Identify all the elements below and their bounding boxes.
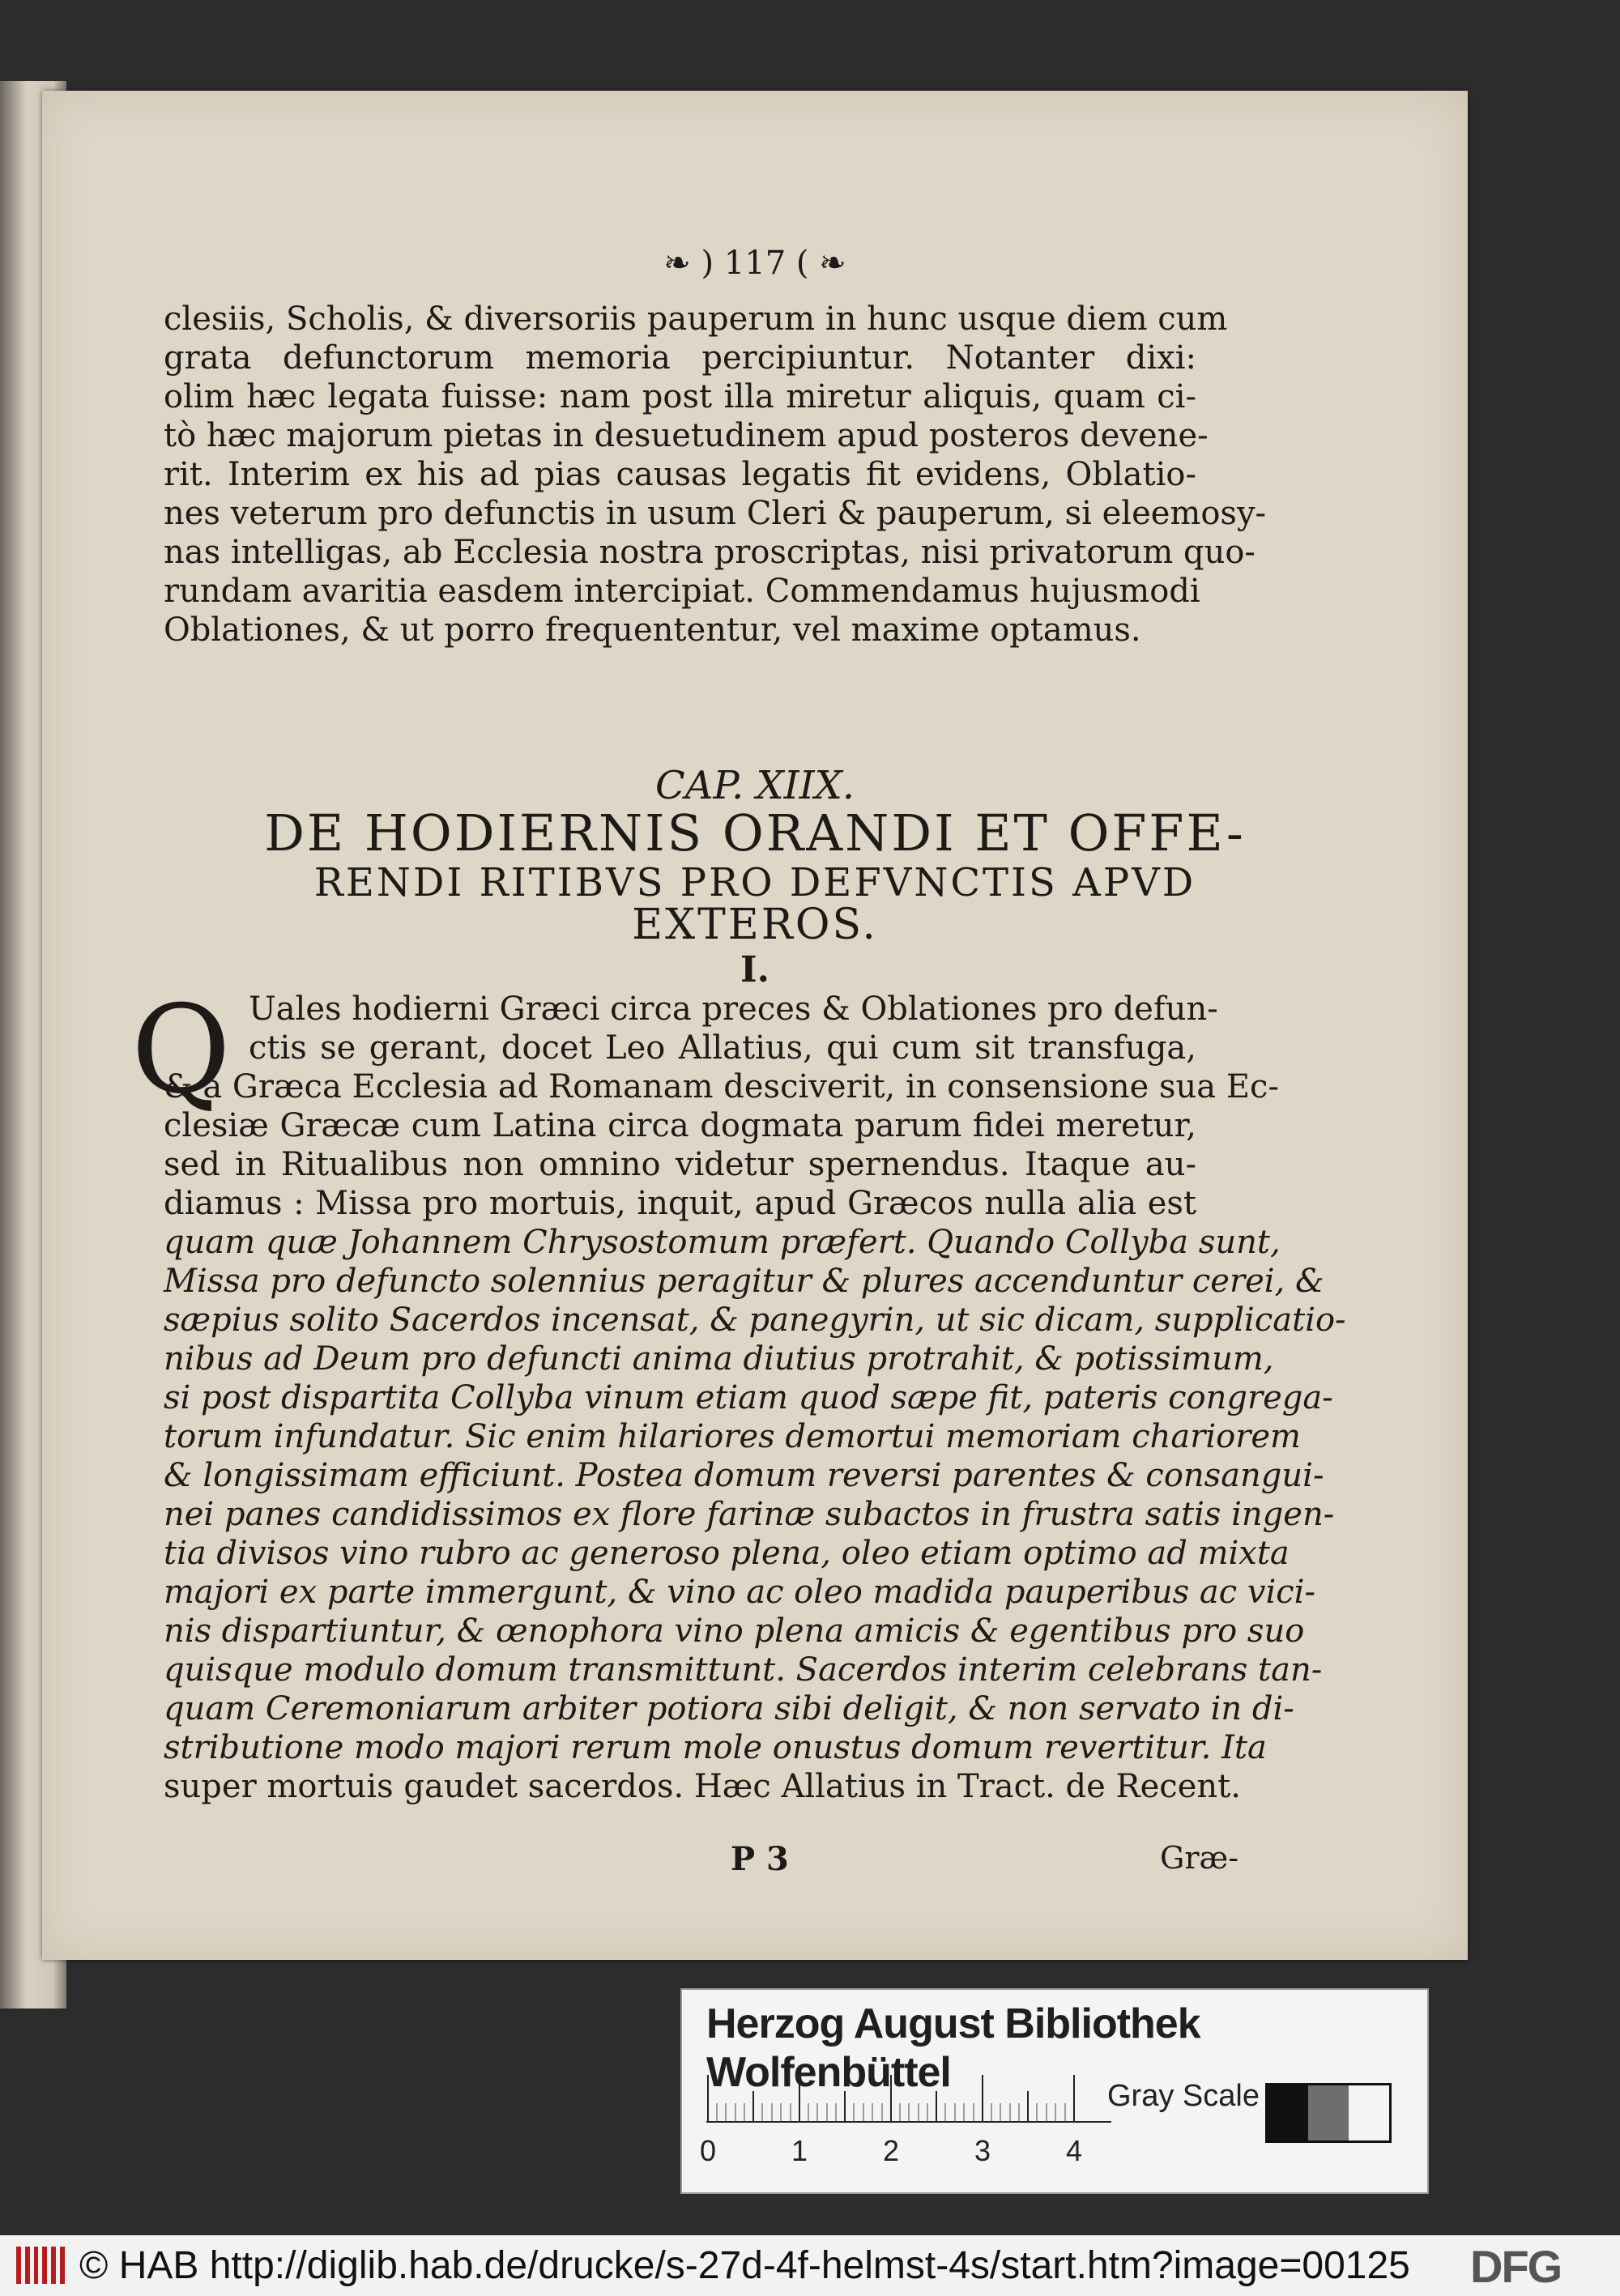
text-line: rundam avaritia easdem intercipiat. Commendamus hujusmodi: [164, 573, 1200, 610]
text-line: diamus : Missa pro mortuis, inquit, apud Græcos nulla alia est: [164, 1185, 1196, 1222]
text-line: grata defunctorum memoria percipiuntur. Notanter dixi:: [164, 339, 1196, 377]
text-line: ctis se gerant, docet Leo Allatius, qui cum sit transfuga,: [249, 1029, 1196, 1067]
catchword: Græ-: [1160, 1840, 1239, 1876]
text-line: Oblationes, & ut porro frequententur, vel maxime optamus.: [164, 611, 1141, 649]
ruler-number: 3: [974, 2134, 991, 2167]
text-line: nis dispartiuntur, & œnophora vino plena amicis & egentibus pro suo: [164, 1612, 1305, 1650]
text-line: Uales hodierni Græci circa preces & Oblationes pro defun-: [249, 990, 1218, 1028]
footer-url[interactable]: © HAB http://diglib.hab.de/drucke/s-27d-4f-helmst-4s/start.htm?image=00125: [79, 2244, 1410, 2287]
text-line: majori ex parte immergunt, & vino ac oleo madida pauperibus ac vici-: [164, 1574, 1315, 1611]
text-line: nes veterum pro defunctis in usum Cleri & pauperum, si eleemosy-: [164, 495, 1267, 532]
text-line: quam Ceremoniarum arbiter potiora sibi deligit, & non servato in di-: [164, 1690, 1294, 1727]
chapter-number: CAP. XIIX.: [655, 763, 855, 808]
signature-mark: P 3: [731, 1840, 789, 1878]
library-name: Herzog August Bibliothek Wolfenbüttel: [706, 2000, 1200, 2096]
text-line: nei panes candidissimos ex flore farinæ subactos in frustra satis ingen-: [164, 1496, 1335, 1533]
text-line: tò hæc majorum pietas in desuetudinem apud posteros devene-: [164, 417, 1209, 454]
gray-scale-swatch: [1265, 2083, 1392, 2143]
swatch-black: [1268, 2085, 1308, 2141]
chapter-title-line: RENDI RITIBVS PRO DEFVNCTIS APVD: [313, 860, 1196, 905]
text-line: si post dispartita Collyba vinum etiam quod sæpe fit, pateris congrega-: [164, 1379, 1333, 1416]
text-line: Missa pro defuncto solennius peragitur & plures accenduntur cerei, &: [164, 1263, 1324, 1300]
library-color-scale-card: [680, 1988, 1429, 2194]
ruler-icon: [706, 2075, 1111, 2123]
text-line: clesiæ Græcæ cum Latina circa dogmata parum fidei meretur,: [164, 1107, 1196, 1144]
hab-barcode-icon: [16, 2247, 65, 2284]
text-line: nibus ad Deum pro defuncti anima diutius protrahit, & potissimum,: [164, 1340, 1274, 1378]
text-line: & longissimam efficiunt. Postea domum reversi parentes & consangui-: [164, 1457, 1324, 1494]
swatch-gray: [1308, 2085, 1349, 2141]
text-line: sæpius solito Sacerdos incensat, & panegyrin, ut sic dicam, supplicatio-: [164, 1301, 1346, 1339]
section-number: I.: [740, 949, 770, 990]
text-line: quam quæ Johannem Chrysostomum præfert. Quando Collyba sunt,: [164, 1224, 1281, 1261]
ruler-number: 4: [1066, 2134, 1083, 2167]
text-line: & à Græca Ecclesia ad Romanam desciverit, in consensione sua Ec-: [164, 1068, 1279, 1105]
text-line: stributione modo majori rerum mole onustus domum revertitur. Ita: [164, 1729, 1267, 1766]
chapter-title-line: EXTEROS.: [632, 901, 878, 949]
chapter-title-line: DE HODIERNIS ORANDI ET OFFE-: [264, 803, 1246, 863]
footer-bar: [0, 2235, 1620, 2296]
text-line: tia divisos vino rubro ac generoso plena, oleo etiam optimo ad mixta: [164, 1535, 1290, 1572]
text-line: super mortuis gaudet sacerdos. Hæc Allatius in Tract. de Recent.: [164, 1768, 1241, 1805]
page-header: ❧ ) 117 ( ❧: [663, 245, 846, 282]
swatch-white: [1349, 2085, 1389, 2141]
drop-cap: Q: [131, 980, 231, 1121]
text-line: nas intelligas, ab Ecclesia nostra proscriptas, nisi privatorum quo-: [164, 534, 1256, 571]
dfg-logo: DFG: [1470, 2241, 1562, 2292]
ruler-number: 1: [791, 2134, 808, 2167]
text-line: sed in Ritualibus non omnino videtur spernendus. Itaque au-: [164, 1146, 1196, 1183]
ruler-number: 2: [883, 2134, 900, 2167]
text-line: quisque modulo domum transmittunt. Sacerdos interim celebrans tan-: [164, 1651, 1323, 1689]
text-line: rit. Interim ex his ad pias causas legatis fit evidens, Oblatio-: [164, 456, 1196, 493]
text-line: olim hæc legata fuisse: nam post illa miretur aliquis, quam ci-: [164, 378, 1196, 415]
gray-scale-label: Gray Scale: [1107, 2079, 1260, 2113]
ruler-number: 0: [700, 2134, 717, 2167]
text-line: clesiis, Scholis, & diversoriis pauperum in hunc usque diem cum: [164, 300, 1228, 338]
book-page: [42, 91, 1468, 1960]
text-line: torum infundatur. Sic enim hilariores demortui memoriam chariorem: [164, 1418, 1301, 1455]
